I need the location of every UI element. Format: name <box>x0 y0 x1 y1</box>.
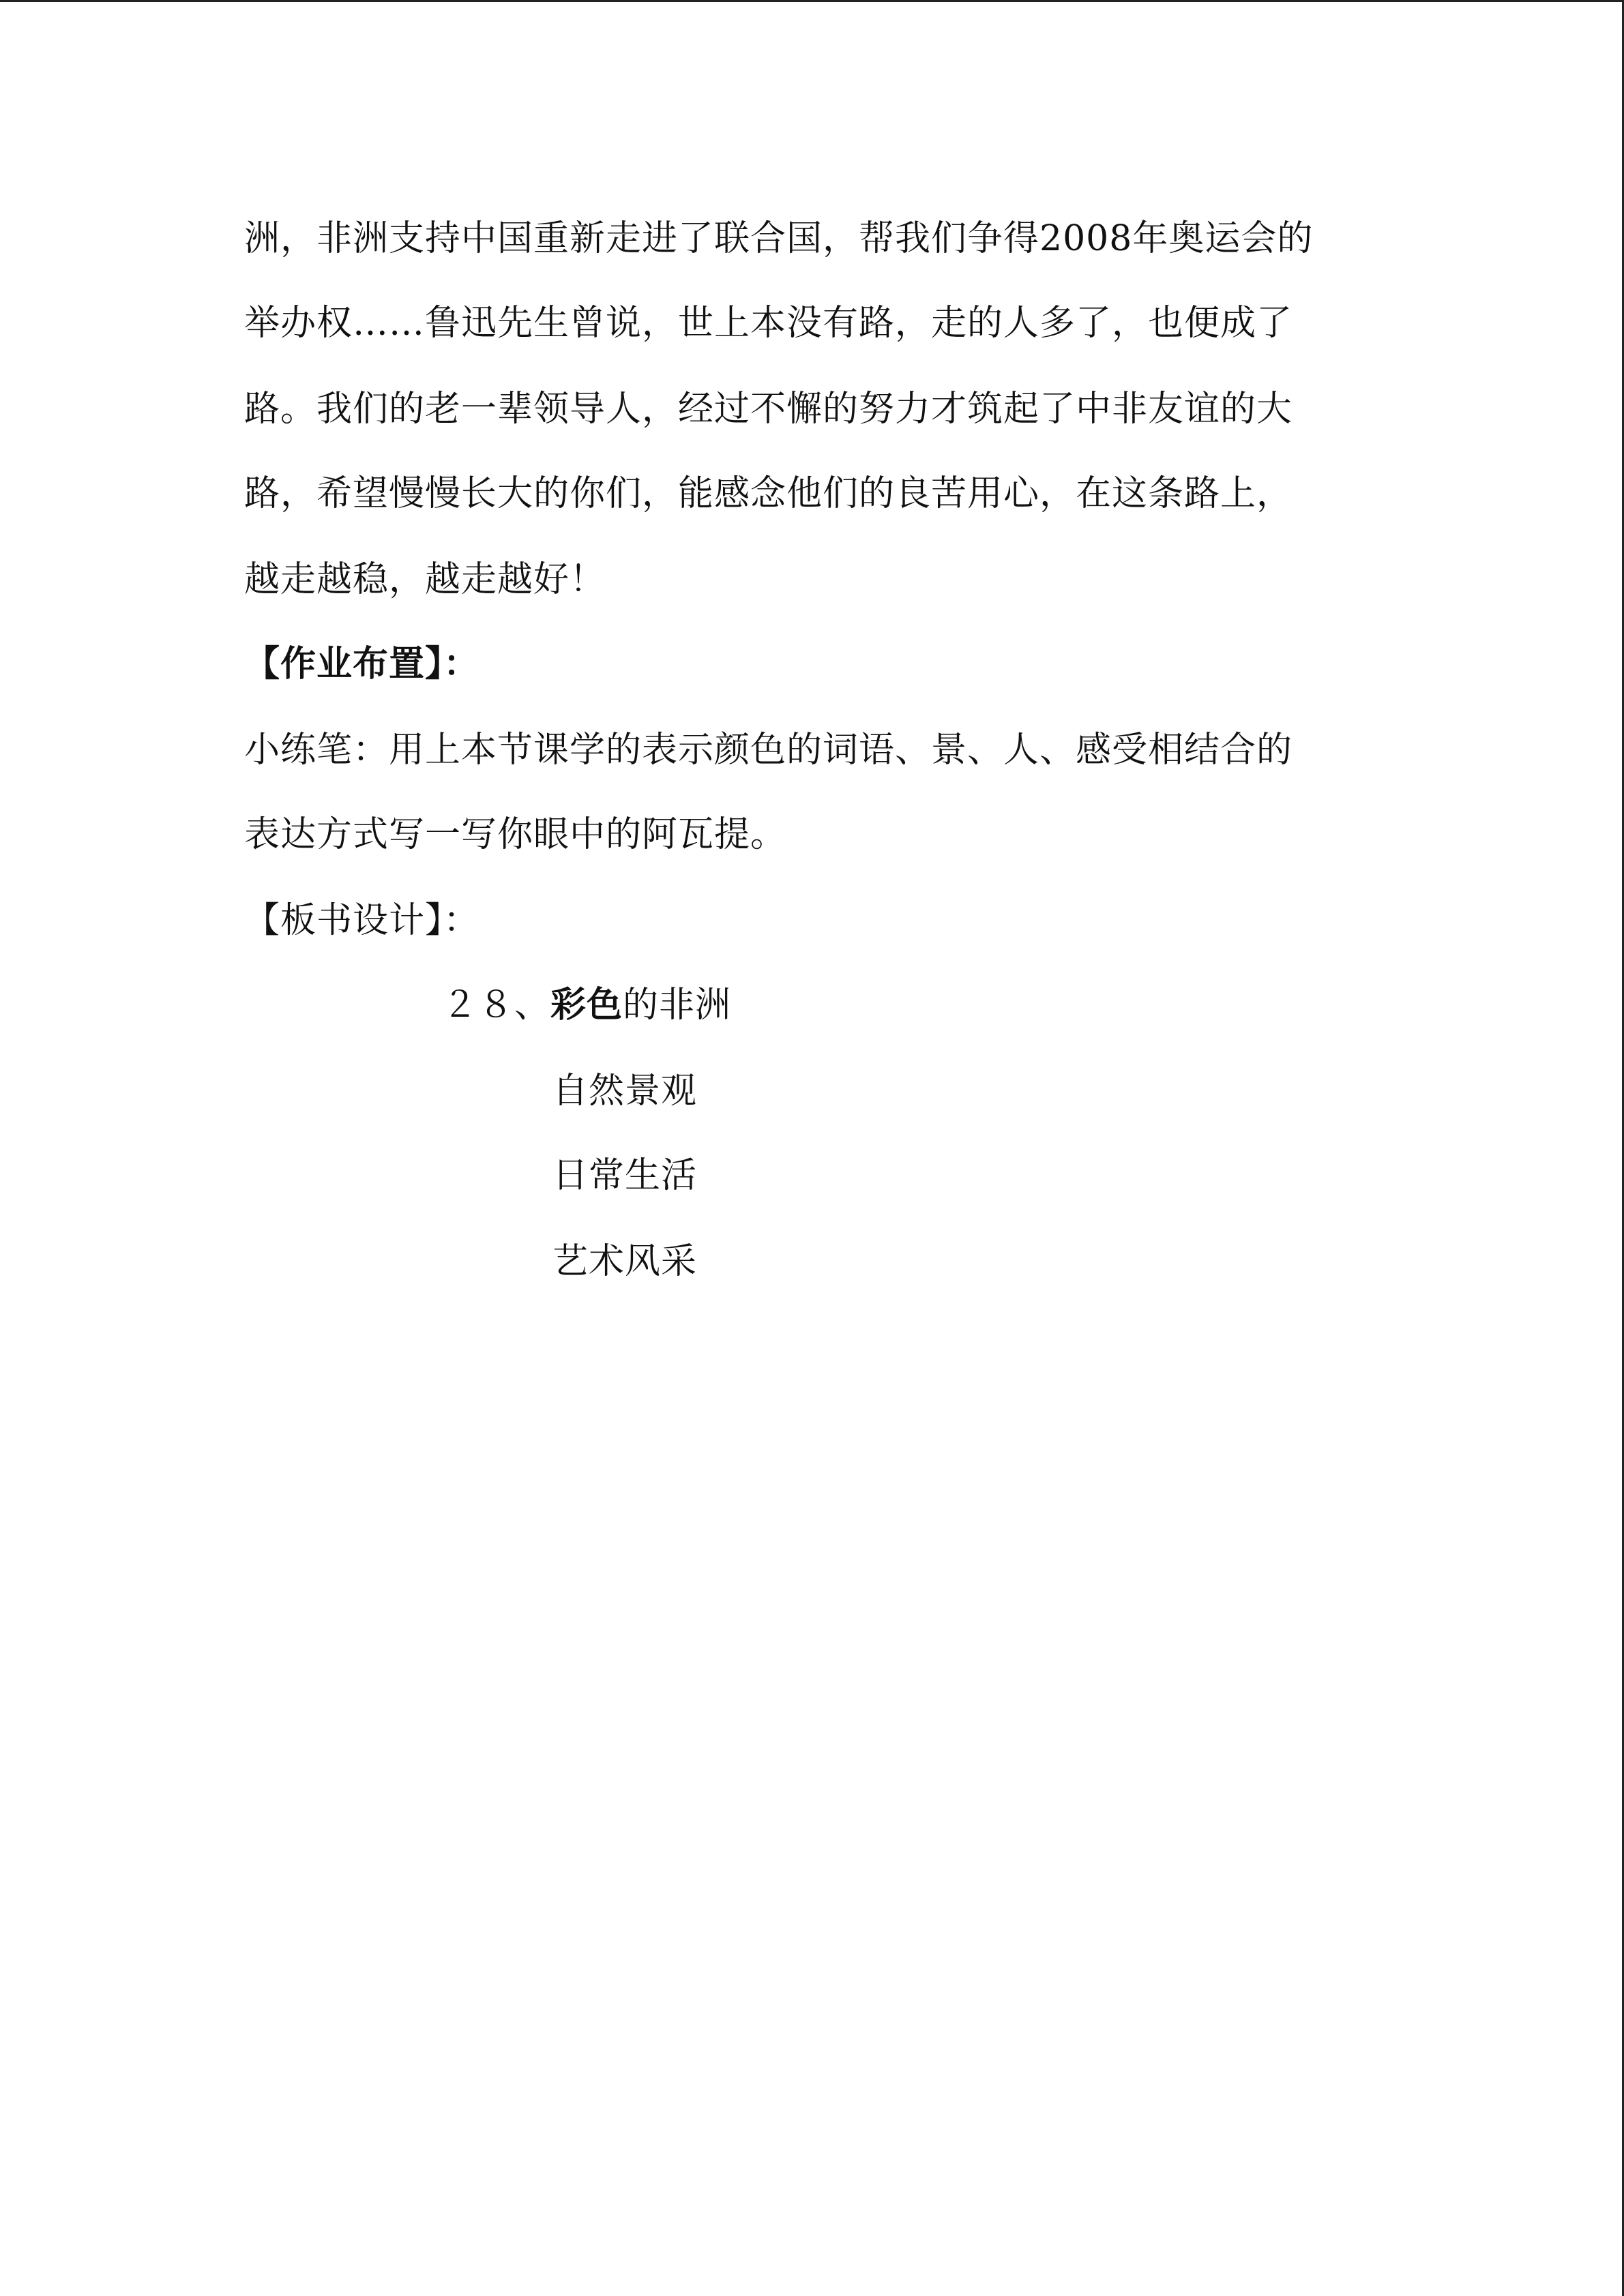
board-title <box>442 983 731 1027</box>
homework-heading: 【作业布置】： <box>244 643 480 685</box>
board-title-bold: 彩色 <box>550 984 623 1026</box>
board-title-rest: 的非洲 <box>623 985 732 1026</box>
board-title-number: ２８、 <box>442 985 551 1026</box>
board-item-3: 艺术风采 <box>552 1241 698 1282</box>
homework-line-1: 小练笔：用上本节课学的表示颜色的词语、景、人、感受相结合的 <box>244 730 1293 771</box>
homework-line-2: 表达方式写一写你眼中的阿瓦提。 <box>244 814 787 855</box>
board-item-1: 自然景观 <box>552 1071 698 1112</box>
paragraph-line-1: 洲，非洲支持中国重新走进了联合国，帮我们争得2008年奥运会的 <box>244 218 1314 259</box>
board-item-2: 日常生活 <box>552 1155 698 1196</box>
paragraph-line-4: 路，希望慢慢长大的你们，能感念他们的良苦用心，在这条路上， <box>244 473 1293 514</box>
board-heading: 【板书设计】： <box>244 900 480 941</box>
paragraph-line-2: 举办权……鲁迅先生曾说，世上本没有路，走的人多了，也便成了 <box>244 303 1293 344</box>
page-top-border <box>0 0 1624 2</box>
paragraph-line-3: 路。我们的老一辈领导人，经过不懈的努力才筑起了中非友谊的大 <box>244 389 1293 430</box>
paragraph-line-5: 越走越稳，越走越好！ <box>244 559 606 600</box>
